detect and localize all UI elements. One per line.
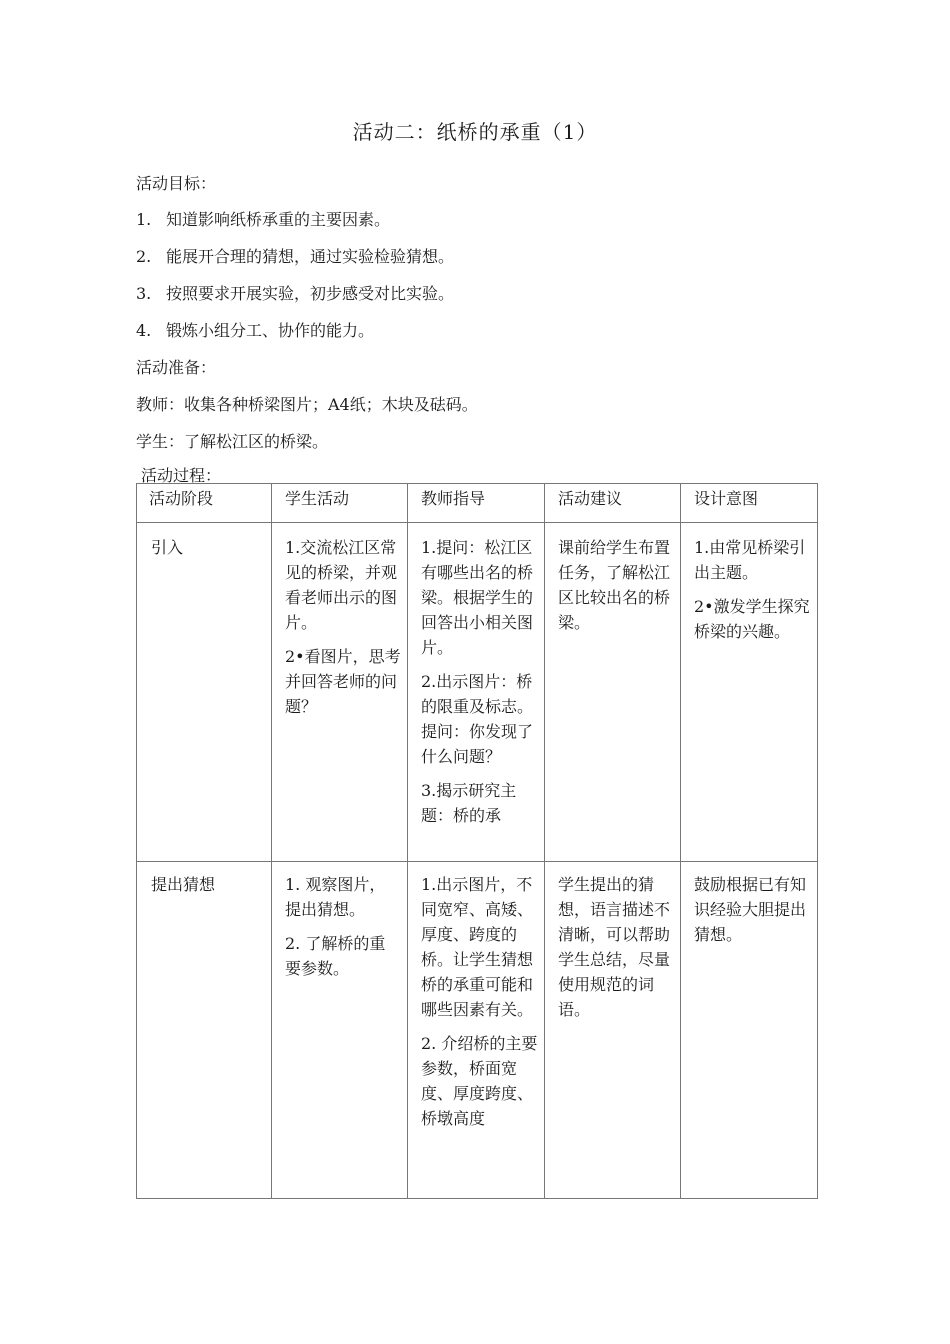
objective-item bbox=[136, 244, 454, 267]
objective-item bbox=[136, 281, 454, 304]
header-activity-advice: 活动建议 bbox=[545, 484, 681, 523]
header-stage: 活动阶段 bbox=[137, 484, 272, 523]
objective-item bbox=[136, 318, 374, 341]
cell-stage: 引入 bbox=[137, 523, 272, 862]
cell-teacher-guidance bbox=[408, 862, 545, 1199]
header-teacher-guidance: 教师指导 bbox=[408, 484, 545, 523]
objective-number: 2. bbox=[136, 247, 152, 266]
cell-paragraph: 2.出示图片：桥的限重及标志。提问：你发现了什么问题？ bbox=[421, 672, 534, 766]
objective-text: 按照要求开展实验，初步感受对比实验。 bbox=[166, 284, 455, 303]
cell-paragraph: 1.交流松江区常见的桥梁，并观看老师出示的图片。 bbox=[285, 538, 398, 632]
cell-paragraph: 1.由常见桥梁引出主题。 bbox=[694, 538, 806, 582]
activity-process-table bbox=[136, 483, 818, 1199]
cell-paragraph: 1.提问：松江区有哪些出名的桥梁。根据学生的回答出小相关图片。 bbox=[421, 538, 534, 657]
objective-number: 3. bbox=[136, 284, 152, 303]
objective-text: 锻炼小组分工、协作的能力。 bbox=[166, 321, 375, 340]
cell-paragraph: 2. 介绍桥的主要参数，桥面宽度、厚度跨度、桥墩高度 bbox=[421, 1034, 538, 1128]
cell-activity-advice bbox=[545, 862, 681, 1199]
cell-teacher-guidance bbox=[408, 523, 545, 862]
prep-heading: 活动准备： bbox=[136, 358, 217, 377]
cell-paragraph: 1. 观察图片，提出猜想。 bbox=[285, 875, 386, 919]
objective-text: 能展开合理的猜想，通过实验检验猜想。 bbox=[166, 247, 455, 266]
cell-paragraph: 2•激发学生探究桥梁的兴趣。 bbox=[694, 597, 810, 641]
cell-stage: 提出猜想 bbox=[137, 862, 272, 1199]
process-heading: 活动过程： bbox=[141, 466, 222, 485]
prep-student: 学生：了解松江区的桥梁。 bbox=[136, 432, 329, 451]
cell-paragraph: 学生提出的猜想，语言描述不清晰，可以帮助学生总结，尽量使用规范的词语。 bbox=[558, 875, 671, 1019]
cell-design-intent bbox=[681, 523, 818, 862]
cell-activity-advice bbox=[545, 523, 681, 862]
header-design-intent: 设计意图 bbox=[681, 484, 818, 523]
objective-text: 知道影响纸桥承重的主要因素。 bbox=[166, 210, 391, 229]
objective-number: 4. bbox=[136, 321, 152, 340]
table-row bbox=[137, 862, 818, 1199]
cell-student-activity bbox=[272, 862, 408, 1199]
table-row bbox=[137, 523, 818, 862]
prep-teacher: 教师：收集各种桥梁图片；A4纸；木块及砝码。 bbox=[136, 395, 478, 414]
table-header-row bbox=[137, 484, 818, 523]
page-title: 活动二：纸桥的承重（1） bbox=[352, 120, 598, 144]
objective-number: 1. bbox=[136, 210, 152, 229]
objectives-heading: 活动目标： bbox=[136, 174, 217, 193]
cell-paragraph: 课前给学生布置任务，了解松江区比较出名的桥梁。 bbox=[558, 538, 671, 632]
cell-paragraph: 鼓励根据已有知识经验大胆提出猜想。 bbox=[694, 875, 807, 944]
cell-paragraph: 1.出示图片，不同宽窄、高矮、厚度、跨度的桥。让学生猜想桥的承重可能和哪些因素有关。 bbox=[421, 875, 534, 1019]
header-student-activity: 学生活动 bbox=[272, 484, 408, 523]
objective-item bbox=[136, 207, 390, 230]
cell-paragraph: 3.揭示研究主题：桥的承 bbox=[421, 781, 517, 825]
cell-paragraph: 2•看图片，思考并回答老师的问题？ bbox=[285, 647, 401, 716]
cell-paragraph: 2. 了解桥的重要参数。 bbox=[285, 934, 386, 978]
cell-student-activity bbox=[272, 523, 408, 862]
cell-design-intent bbox=[681, 862, 818, 1199]
